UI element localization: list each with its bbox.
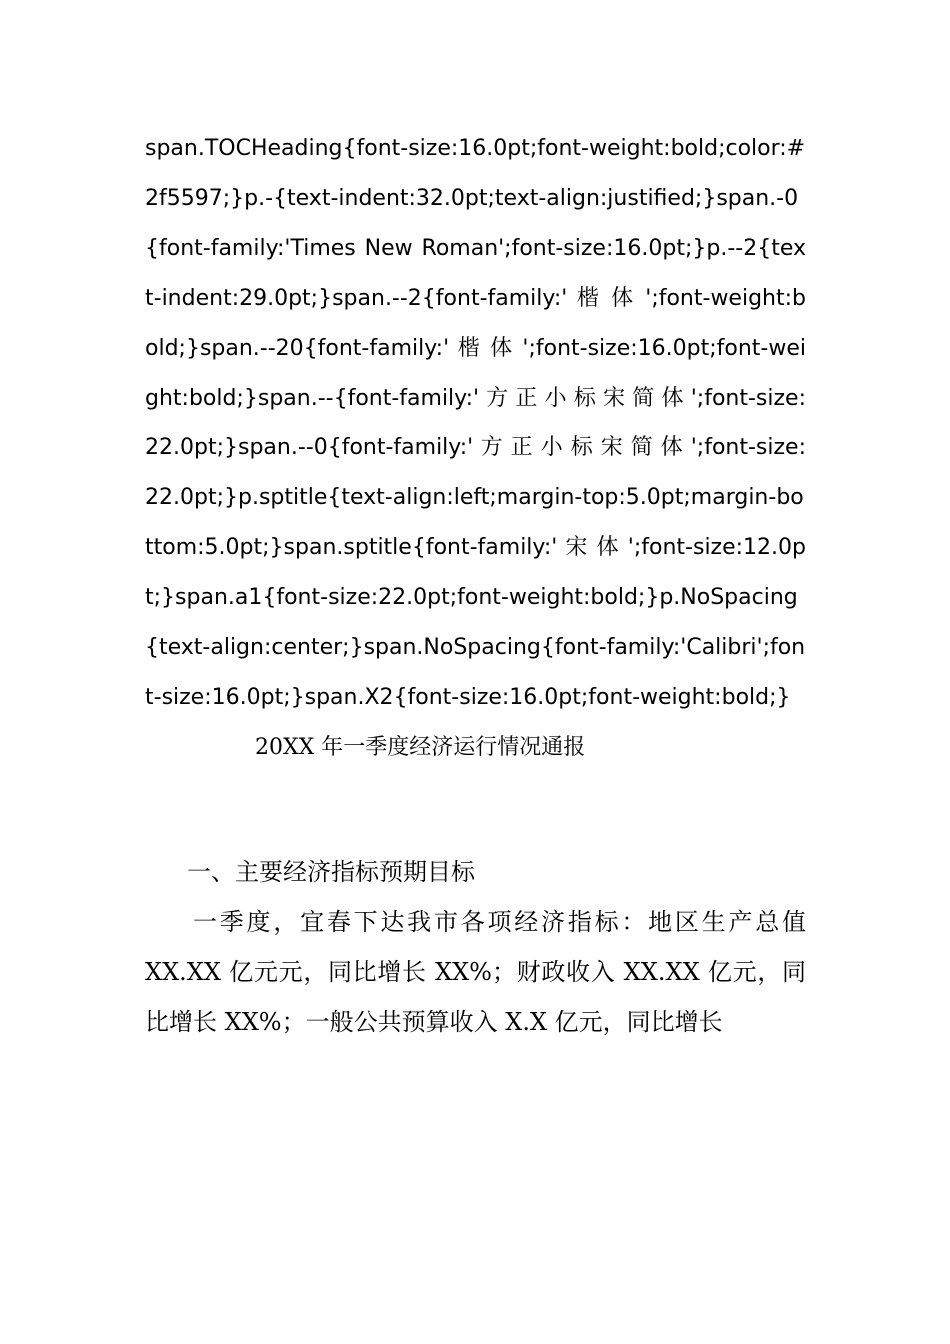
section-heading: 一、主要经济指标预期目标 [187, 857, 475, 886]
document-page [145, 124, 806, 1047]
body-paragraph: 一季度，宜春下达我市各项经济指标：地区生产总值 XX.XX 亿元元，同比增长 XX%；财政收入 XX.XX 亿元，同比增长 XX%；一般公共预算收入 X.X 亿元，同比增长 [145, 907, 806, 1036]
embedded-css-text [145, 124, 806, 773]
css-rules: span.TOCHeading{font-size:16.0pt;font-weight:bold;color:#2f5597;}p.-{text-indent:32.0pt;text-align:justified;}span.-0{font-family:'Times New Roman';font-size:16.0pt;}p.--2{text-indent:29.0pt;}span.--2{font-family:' 楷 体 ';font-weight:bold;}span.--20{font-family:' 楷 体 ';font-size:16.0pt;font-weight:bold;}span.--{font-family:' 方 正 小 标 宋 简 体 ';font-size:22.0pt;}span.--0{font-family:' 方 正 小 标 宋 简 体 ';font-size:22.0pt;}p.sptitle{text-align:left;margin-top:5.0pt;margin-bottom:5.0pt;}span.sptitle{font-family:' 宋 体 ';font-size:12.0pt;}span.a1{font-size:22.0pt;font-weight:bold;}p.NoSpacing{text-align:center;}span.NoSpacing{font-family:'Calibri';font-size:16.0pt;}span.X2{font-size:16.0pt;font-weight:bold;} [145, 136, 806, 710]
document-title: 20XX 年一季度经济运行情况通报 [255, 734, 586, 760]
spacer [145, 773, 806, 847]
